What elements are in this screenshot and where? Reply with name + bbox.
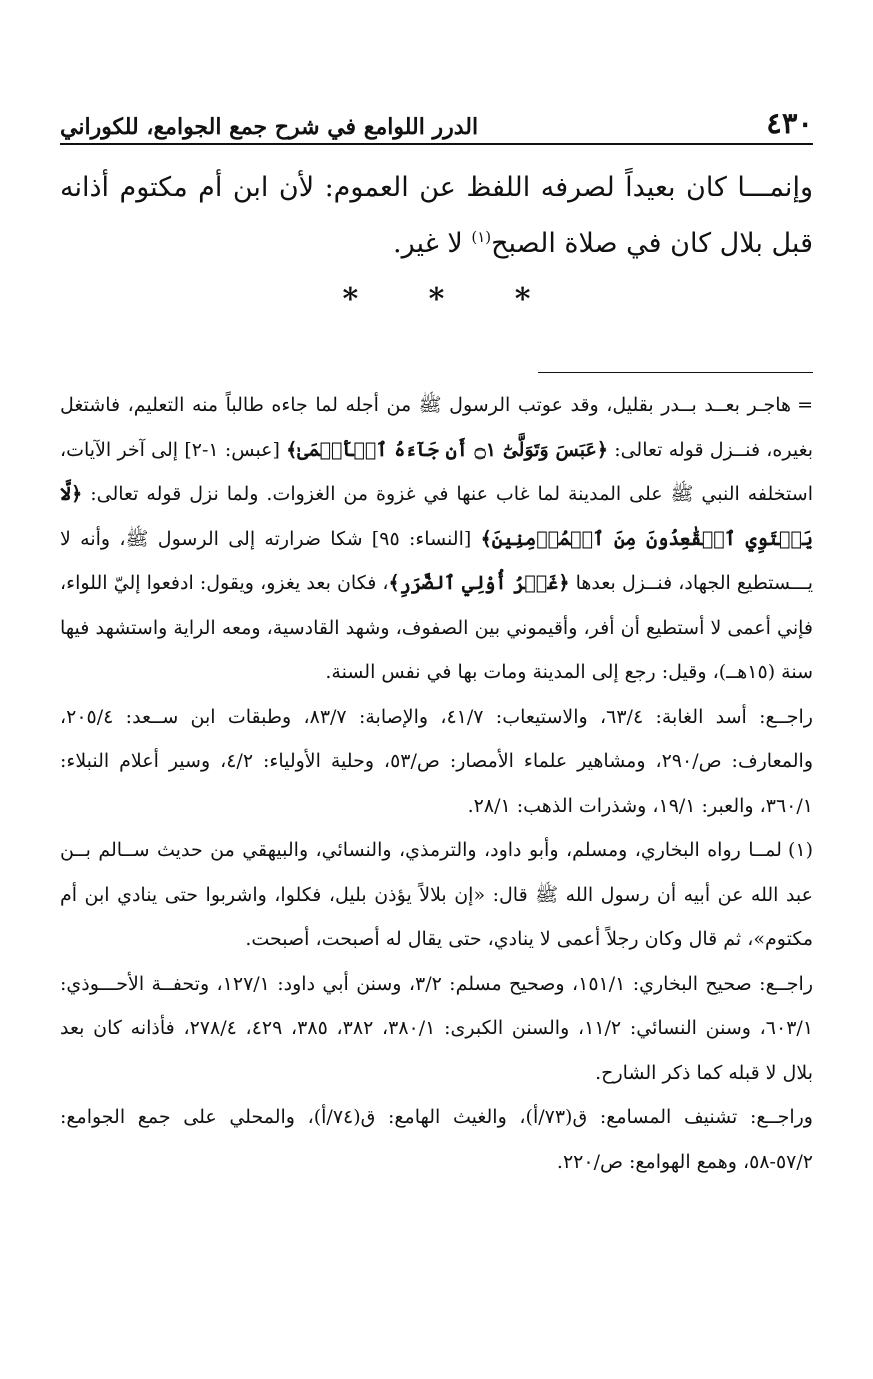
- page-number: ٤٣٠: [766, 106, 813, 140]
- footnote-reference: (١): [471, 228, 492, 246]
- continuation-text-2: [عبس: ١-٢] إلى آخر الآيات، استخلفه النبي ﷺ على المدينة لما غاب عنها في غزوة من الغزوات. ولما نزل قوله تعالى:: [60, 438, 813, 505]
- main-text-part-1: وإنمـــا كان بعيداً لصرفه اللفظ عن العموم: لأن ابن أم مكتوم أذانه قبل بلال كان في صلاة الصبح: [60, 172, 813, 259]
- page-header: [60, 98, 813, 138]
- quran-verse-1: ﴿عَبَسَ وَتَوَلَّىٰٓ ۝١ أَن جَآءَهُ ٱلۡأَعۡمَىٰ﴾: [286, 438, 608, 461]
- running-title: الدرر اللوامع في شرح جمع الجوامع، للكوراني: [60, 114, 479, 140]
- main-text: [60, 160, 813, 272]
- continuation-text-3: [النساء: ٩٥] شكا ضرارته إلى الرسول ﷺ، وأنه لا يـــستطيع الجهاد، فنــزل بعدها: [60, 527, 813, 594]
- footnote-1: [60, 828, 813, 962]
- footnote-1-sources-1: راجــع: صحيح البخاري: ١٥١/١، وصحيح مسلم: ٣/٢، وسنن أبي داود: ١٢٧/١، وتحفــة الأحـــوذي: ٦٠٣/١، وسنن النسائي: ١١/٢، والسنن الكبرى: ٣٨٠/١، ٣٨٢، ٣٨٥، ٤٢٩، ٢٧٨/٤، فأذانه كان بعد بلال لا قبله كما ذكر الشارح.: [60, 972, 814, 1084]
- main-text-part-2: لا غير.: [393, 228, 472, 259]
- header-rule: [60, 143, 813, 145]
- continuation-mark: =: [797, 394, 813, 416]
- footnote-rule: [538, 372, 813, 373]
- main-paragraph: [60, 160, 813, 272]
- footnotes: [60, 383, 813, 1184]
- footnote-1-sources-2: وراجــع: تشنيف المسامع: ق(٧٣/أ)، والغيث الهامع: ق(٧٤/أ)، والمحلي على جمع الجوامع: ٥٧/٢-٥٨، وهمع الهوامع: ص/٢٢٠.: [60, 1106, 813, 1173]
- quran-verse-3: ﴿غَيۡرُ أُوْلِي ٱلضَّرَرِ﴾: [388, 572, 570, 594]
- continuation-text-1: هاجـر بعــد بــدر بقليل، وقد عوتب الرسول ﷺ من أجله لما جاءه طالباً منه التعليم، فاشتغل بغيره، فنــزل قوله تعالى:: [60, 394, 814, 461]
- section-separator: * * *: [342, 282, 561, 317]
- continuation-text-4: ، فكان بعد يغزو، ويقول: ادفعوا إليّ اللواء، فإني أعمى لا أستطيع أن أفر، وأقيموني بين الصفوف، وشهد القادسية، ومعه الراية واستشهد فيها سنة (١٥هــ)، وقيل: رجع إلى المدينة ومات بها في نفس السنة.: [60, 572, 813, 683]
- quran-verse-2: ﴿لَّا يَسۡتَوِي ٱلۡقَٰعِدُونَ مِنَ ٱلۡمُؤۡمِنِينَ﴾: [60, 483, 813, 550]
- footnote-continuation: [60, 383, 813, 695]
- footnote-1-text: لمــا رواه البخاري، ومسلم، وأبو داود، والترمذي، والنسائي، والبيهقي من حديث ســالم بــن عبد الله عن أبيه أن رسول الله ﷺ قال: «إن بلالاً يؤذن بليل، فكلوا، واشربوا حتى ينادي ابن أم مكتوم»، ثم قال وكان رجلاً أعمى لا ينادي، حتى يقال له أصبحت، أصبحت.: [60, 839, 813, 950]
- footnote-1-mark: (١): [787, 839, 813, 861]
- continuation-sources: راجــع: أسد الغابة: ٦٣/٤، والاستيعاب: ٤١/٧، والإصابة: ٨٣/٧، وطبقات ابن ســعد: ٢٠٥/٤، والمعارف: ص/٢٩٠، ومشاهير علماء الأمصار: ص/٥٣، وحلية الأولياء: ٤/٢، وسير أعلام النبلاء: ٣٦٠/١، والعبر: ١٩/١، وشذرات الذهب: ٢٨/١.: [60, 705, 813, 817]
